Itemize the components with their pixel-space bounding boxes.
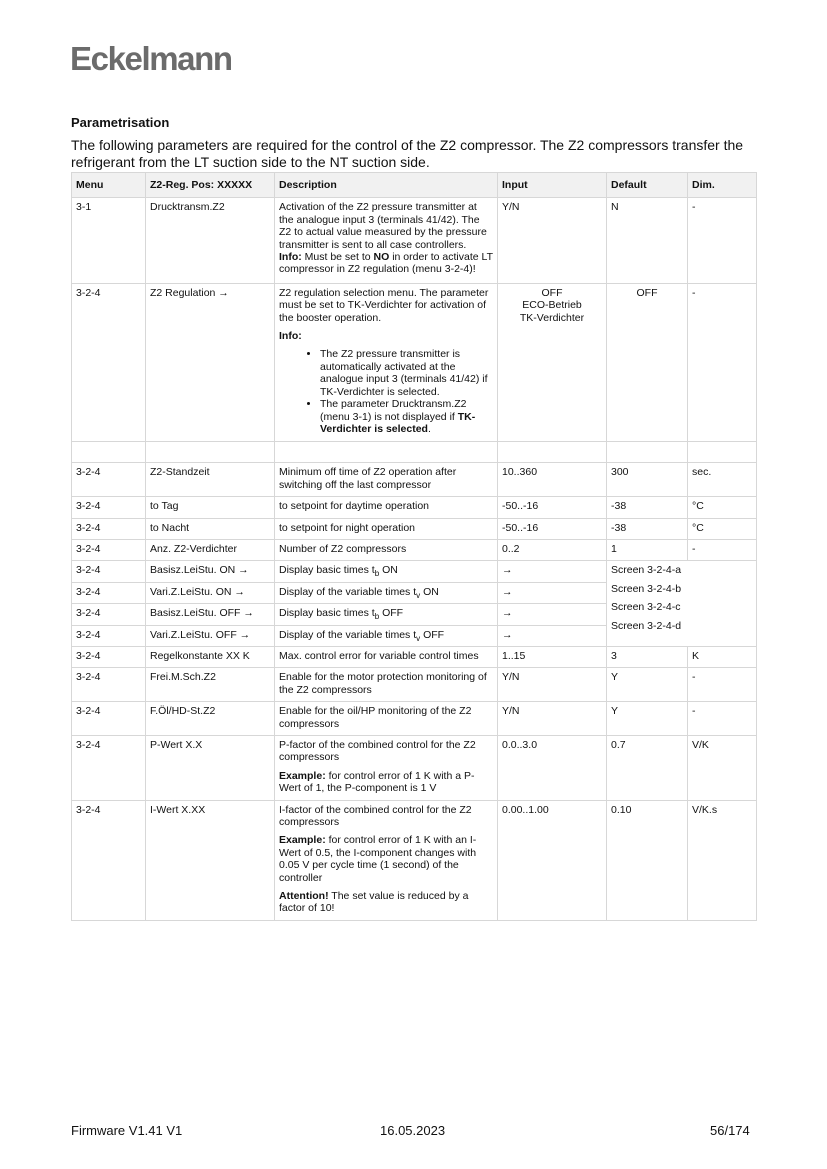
cell-input: 0..2 bbox=[498, 539, 607, 560]
cell-pos: P-Wert X.X bbox=[146, 736, 275, 801]
description-text: I-factor of the combined control for the Z2 compressors bbox=[279, 803, 472, 829]
cell-menu: 3-2-4 bbox=[72, 646, 146, 667]
cell-input: 0.00..1.00 bbox=[498, 800, 607, 920]
cell-pos: Anz. Z2-Verdichter bbox=[146, 539, 275, 560]
cell-default: -38 bbox=[607, 497, 688, 518]
cell-pos: Regelkonstante XX K bbox=[146, 646, 275, 667]
cell-dim: - bbox=[688, 668, 757, 702]
cell-default: -38 bbox=[607, 518, 688, 539]
cell-menu: 3-2-4 bbox=[72, 539, 146, 560]
section-title: Parametrisation bbox=[71, 115, 170, 130]
cell-dim: K bbox=[688, 646, 757, 667]
cell-pos: Vari.Z.LeiStu. OFF → bbox=[146, 625, 275, 646]
cell-menu: 3-2-4 bbox=[72, 736, 146, 801]
screen-ref: Screen 3-2-4-c bbox=[611, 601, 681, 614]
description-text: Z2 regulation selection menu. The parameter must be set to TK-Verdichter for activation of the booster operation. bbox=[279, 286, 489, 324]
cell-dim: V/K bbox=[688, 736, 757, 801]
list-item: • The Z2 pressure transmitter is automatically activated at the analogue input 3 (terminals 41/42) if TK-Verdichter is selected. bbox=[320, 348, 493, 398]
description-text: Activation of the Z2 pressure transmitter at the analogue input 3 (terminals 41/42). The Z2 to actual value measured by the pressure transmitter is sent to all case controllers. bbox=[279, 201, 487, 251]
attention-note: Attention! The set value is reduced by a factor of 10! bbox=[279, 890, 469, 915]
table-row bbox=[72, 497, 757, 518]
table-header-row bbox=[72, 173, 757, 198]
footer-page-number: 56/174 bbox=[710, 1123, 750, 1138]
info-list bbox=[279, 348, 493, 435]
screen-ref: Screen 3-2-4-b bbox=[611, 582, 682, 595]
cell-dim: sec. bbox=[688, 463, 757, 497]
cell-pos: Drucktransm.Z2 bbox=[146, 198, 275, 283]
header-description: Description bbox=[275, 173, 498, 198]
cell-pos: Z2 Regulation → bbox=[146, 283, 275, 441]
input-option: TK-Verdichter bbox=[519, 311, 585, 324]
header-menu: Menu bbox=[72, 173, 146, 198]
cell-description: Display of the variable times $t_v$ OFF bbox=[275, 625, 498, 646]
table-row bbox=[72, 518, 757, 539]
cell-input: → bbox=[498, 582, 607, 603]
cell-description: Display of the variable times $t_v$ ON bbox=[275, 582, 498, 603]
info-text: Must be set to bbox=[301, 251, 374, 264]
cell-description bbox=[275, 198, 498, 283]
table-row-blank bbox=[72, 442, 757, 463]
table-row bbox=[72, 702, 757, 736]
cell-default: N bbox=[607, 198, 688, 283]
cell-input bbox=[498, 283, 607, 441]
cell-input: 1..15 bbox=[498, 646, 607, 667]
cell-default: Y bbox=[607, 702, 688, 736]
example-note: Example: for control error of 1 K with an I-Wert of 0.5, the I-component changes with 0.05 V per cycle time (1 second) of the controller bbox=[279, 834, 477, 884]
cell-description: Max. control error for variable control times bbox=[275, 646, 498, 667]
list-item: • The parameter Drucktransm.Z2 (menu 3-1) is not displayed if TK-Verdichter is selected. bbox=[320, 398, 493, 435]
cell-dim: - bbox=[688, 283, 757, 441]
cell-description: to setpoint for night operation bbox=[275, 518, 498, 539]
cell-description: to setpoint for daytime operation bbox=[275, 497, 498, 518]
screen-ref: Screen 3-2-4-a bbox=[611, 564, 682, 577]
cell-pos: Frei.M.Sch.Z2 bbox=[146, 668, 275, 702]
company-logo: Eckelmann bbox=[70, 40, 232, 77]
cell-menu: 3-2-4 bbox=[72, 702, 146, 736]
cell-menu: 3-2-4 bbox=[72, 561, 146, 582]
cell-description: Minimum off time of Z2 operation after switching off the last compressor bbox=[275, 463, 498, 497]
cell-menu: 3-2-4 bbox=[72, 283, 146, 441]
cell-menu: 3-2-4 bbox=[72, 625, 146, 646]
cell-input: -50..-16 bbox=[498, 497, 607, 518]
cell-input: 10..360 bbox=[498, 463, 607, 497]
cell-menu: 3-2-4 bbox=[72, 463, 146, 497]
cell-input: Y/N bbox=[498, 668, 607, 702]
cell-description: Enable for the oil/HP monitoring of the Z2 compressors bbox=[275, 702, 498, 736]
table-row bbox=[72, 539, 757, 560]
cell-input: Y/N bbox=[498, 702, 607, 736]
intro-paragraph: The following parameters are required for the control of the Z2 compressor. The Z2 compressors transfer the refrigerant from the LT suction side to the NT suction side. bbox=[71, 137, 744, 170]
info-label: Info: bbox=[279, 251, 302, 264]
cell-default: 0.7 bbox=[607, 736, 688, 801]
header-dim: Dim. bbox=[688, 173, 757, 198]
input-option: OFF bbox=[541, 286, 563, 299]
cell-input: 0.0..3.0 bbox=[498, 736, 607, 801]
footer-date: 16.05.2023 bbox=[380, 1123, 446, 1138]
cell-input: -50..-16 bbox=[498, 518, 607, 539]
table-row bbox=[72, 646, 757, 667]
cell-input: → bbox=[498, 561, 607, 582]
cell-pos: Basisz.LeiStu. OFF → bbox=[146, 604, 275, 625]
cell-menu: 3-2-4 bbox=[72, 497, 146, 518]
header-input: Input bbox=[498, 173, 607, 198]
cell-default: 1 bbox=[607, 539, 688, 560]
parameter-table bbox=[71, 172, 757, 921]
cell-screens bbox=[607, 561, 757, 647]
screen-ref: Screen 3-2-4-d bbox=[611, 619, 682, 632]
cell-pos: I-Wert X.XX bbox=[146, 800, 275, 920]
cell-description bbox=[275, 283, 498, 441]
cell-menu: 3-2-4 bbox=[72, 518, 146, 539]
cell-dim: - bbox=[688, 198, 757, 283]
cell-dim: °C bbox=[688, 497, 757, 518]
cell-pos: F.Öl/HD-St.Z2 bbox=[146, 702, 275, 736]
cell-description: Enable for the motor protection monitoring of the Z2 compressors bbox=[275, 668, 498, 702]
cell-input: Y/N bbox=[498, 198, 607, 283]
cell-menu: 3-2-4 bbox=[72, 668, 146, 702]
table-row bbox=[72, 283, 757, 441]
cell-pos: to Tag bbox=[146, 497, 275, 518]
cell-menu: 3-2-4 bbox=[72, 800, 146, 920]
cell-pos: Vari.Z.LeiStu. ON → bbox=[146, 582, 275, 603]
cell-description bbox=[275, 800, 498, 920]
info-bold: NO bbox=[373, 251, 390, 264]
cell-menu: 3-1 bbox=[72, 198, 146, 283]
cell-description: Number of Z2 compressors bbox=[275, 539, 498, 560]
cell-default: Y bbox=[607, 668, 688, 702]
header-default: Default bbox=[607, 173, 688, 198]
description-text: P-factor of the combined control for the Z2 compressors bbox=[279, 739, 476, 764]
cell-dim: V/K.s bbox=[688, 800, 757, 920]
cell-dim: - bbox=[688, 702, 757, 736]
cell-default: 0.10 bbox=[607, 800, 688, 920]
table-row bbox=[72, 463, 757, 497]
info-label: Info: bbox=[279, 330, 302, 343]
footer-firmware: Firmware V1.41 V1 bbox=[71, 1123, 183, 1138]
cell-pos: to Nacht bbox=[146, 518, 275, 539]
table-row bbox=[72, 198, 757, 283]
cell-input: → bbox=[498, 604, 607, 625]
cell-default: 3 bbox=[607, 646, 688, 667]
table-row bbox=[72, 561, 757, 582]
cell-pos: Basisz.LeiStu. ON → bbox=[146, 561, 275, 582]
cell-description bbox=[275, 736, 498, 801]
cell-description: Display basic times $t_b$ OFF bbox=[275, 604, 498, 625]
cell-description: Display basic times $t_b$ ON bbox=[275, 561, 498, 582]
cell-menu: 3-2-4 bbox=[72, 582, 146, 603]
cell-menu: 3-2-4 bbox=[72, 604, 146, 625]
table-row bbox=[72, 668, 757, 702]
table-row bbox=[72, 800, 757, 920]
input-option: ECO-Betrieb bbox=[522, 299, 582, 312]
table-row bbox=[72, 736, 757, 801]
header-pos: Z2-Reg. Pos: XXXXX bbox=[146, 173, 275, 198]
cell-dim: °C bbox=[688, 518, 757, 539]
cell-input: → bbox=[498, 625, 607, 646]
cell-dim: - bbox=[688, 539, 757, 560]
cell-pos: Z2-Standzeit bbox=[146, 463, 275, 497]
cell-default: OFF bbox=[607, 283, 688, 441]
info-text-end: in order to activate LT compressor in Z2 regulation (menu 3-2-4)! bbox=[279, 251, 493, 276]
cell-default: 300 bbox=[607, 463, 688, 497]
example-note: Example: for control error of 1 K with a P-Wert of 1, the P-component is 1 V bbox=[279, 769, 475, 795]
